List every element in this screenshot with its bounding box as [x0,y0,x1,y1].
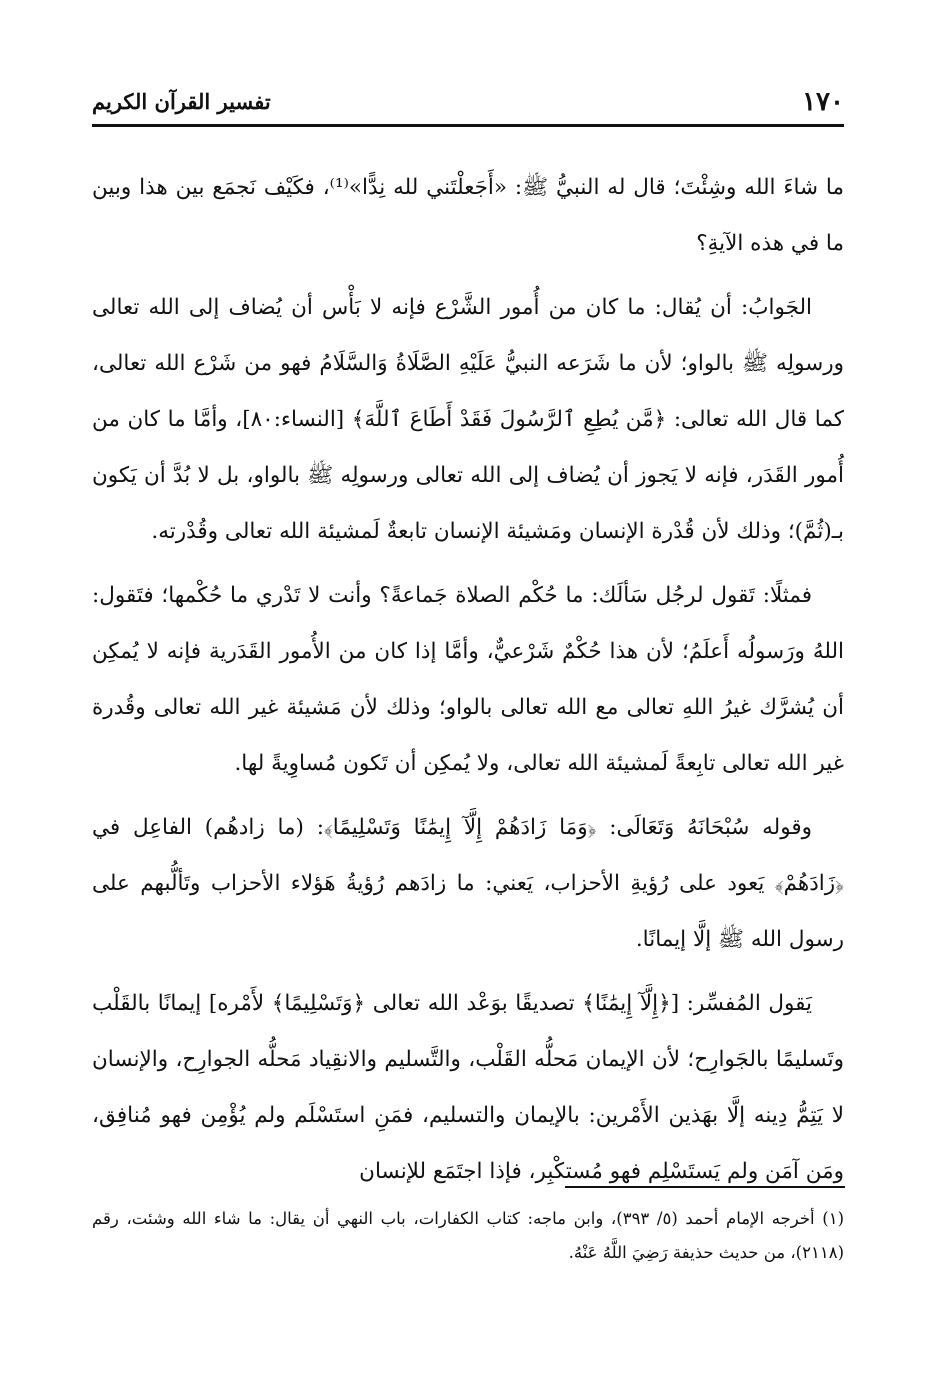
paragraph: يَقول المُفسِّر: [﴿إِلَّآ إِيمَٰنًا﴾ تصديقًا بوَعْد الله تعالى ﴿وَتَسْلِيمًا﴾ لأَمْره] إيمانًا بالقَلْب وتَسليمًا بالجَوارِح؛ لأن الإيمان مَحلُّه القَلْب، والتَّسليم والانقِياد مَحلُّه الجوارِح، والإنسان لا يَتِمُّ دِينه إلَّا بهَذين الأَمْرين: بالإيمان والتسليم، فمَنِ استَسْلَم ولم يُؤْمِن فهو مُنافِق، ومَن آمَن ولم يَستَسْلِم فهو مُستكْبِر، فإذا اجتَمَع للإنسان [92,991,844,1184]
paragraph: فمثلًا: تَقول لرجُل سَألَك: ما حُكْم الصلاة جَماعةً؟ وأنت لا تَدْري ما حُكْمها؛ فتَقول: اللهُ ورَسولُه أَعلَمُ؛ لأن هذا حُكْمٌ شَرْعيٌّ، وأمَّا إذا كان من الأُمور القَدَرية فإنه لا يُمكِن أن يُشرَّك غيرُ اللهِ تعالى مع الله تعالى بالواو؛ وذلك لأن مَشيئة غير الله تعالى وقُدرة غير الله تعالى تابِعةً لَمشيئة الله تعالى، ولا يُمكِن أن تَكون مُساوِيةً لها. [92,583,844,776]
paragraph: وقوله سُبْحَانَهُ وَتَعَالَى: ﴿وَمَا زَادَهُمْ إِلَّآ إِيمَٰنًا وَتَسْلِيمًا﴾: (ما زادهُم) الفاعِل في ﴿زَادَهُمْ﴾ يَعود على رُؤيةِ الأحزاب، يَعني: ما زادَهم رُؤيةُ هَؤلاء الأحزاب وتَألُّبهم على رسول الله ﷺ إلَّا إيمانًا. [92,815,844,952]
page-number: ١٧٠ [802,87,844,117]
page-header [92,84,844,127]
main-text [92,160,844,1208]
footnotes [92,1202,844,1270]
footnote-divider [565,1186,845,1188]
paragraph: الجَوابُ: أن يُقال: ما كان من أُمور الشَّرْع فإنه لا بَأْس أن يُضاف إلى الله تعالى ورسولِه ﷺ بالواو؛ لأن ما شَرَعه النبيُّ عَلَيْهِ الصَّلَاةُ وَالسَّلَامُ فهو من شَرْع الله تعالى، كما قال الله تعالى: ﴿مَّن يُطِعِ ٱلرَّسُولَ فَقَدْ أَطَاعَ ٱللَّهَ﴾ [النساء:٨٠]، وأمَّا ما كان من أُمور القَدَر، فإنه لا يَجوز أن يُضاف إلى الله تعالى ورسولِه ﷺ بالواو، بل لا بُدَّ أن يَكون بـ(ثُمَّ)؛ وذلك لأن قُدْرة الإنسان ومَشيئة الإنسان تابعةٌ لَمشيئة الله تعالى وقُدْرته. [92,295,844,544]
book-title: تفسير القرآن الكريم [92,89,271,114]
paragraph: ما شاءَ الله وشِئْتَ؛ قال له النبيُّ ﷺ: «أَجَعلْتَني لله نِدًّا»⁽¹⁾، فكَيْف نَجمَع بين هذا وبين ما في هذه الآيةِ؟ [92,175,844,256]
footnote: (١) أخرجه الإمام أحمد (٥/ ٣٩٣)، وابن ماجه: كتاب الكفارات، باب النهي أن يقال: ما شاء الله وشئت، رقم (٢١١٨)، من حديث حذيفة رَضِيَ اللَّهُ عَنْهُ. [92,1209,845,1262]
